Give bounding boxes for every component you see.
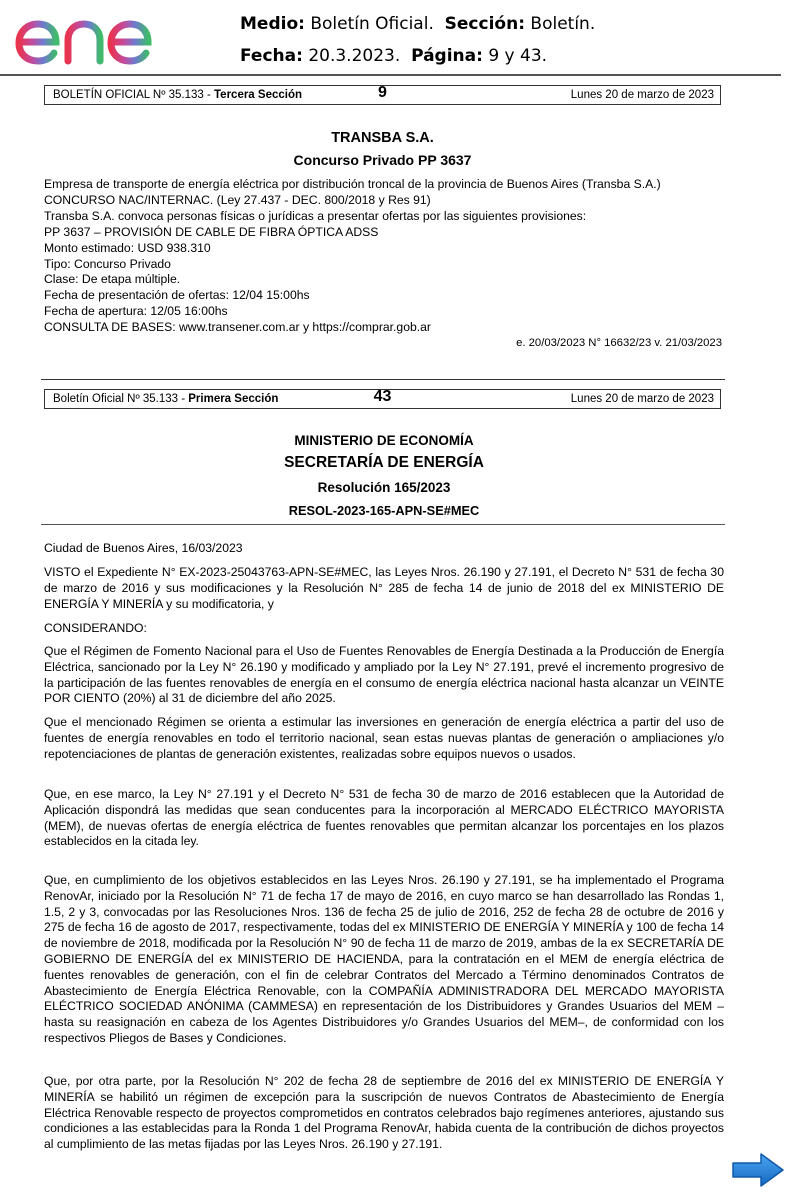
transba-line: CONSULTA DE BASES: www.transener.com.ar y https://comprar.gob.ar [44, 320, 431, 335]
section-value: Boletín. [530, 14, 596, 34]
ministry-title: MINISTERIO DE ECONOMÍA [294, 433, 474, 448]
transba-body [44, 177, 734, 336]
resolution-divider [41, 524, 725, 525]
date-label: Fecha: [240, 46, 303, 66]
section-label: Sección: [444, 14, 525, 34]
media-info [240, 8, 595, 72]
considerando-paragraph: Que el Régimen de Fomento Nacional para el Uso de Fuentes Renovables de Energía Destinada a la Producción de Energía Eléctrica, sancionado por la Ley N° 26.190 y modificado y ampliado por la Ley N° 27.191, prevé el incremento progresivo de la participación de las fuentes renovables de energía en el consumo de energía eléctrica nacional hasta alcanzar un VEINTE POR CIENTO (20%) al 31 de diciembre del año 2025. [44, 644, 724, 706]
bulletin-page-number: 9 [378, 84, 387, 101]
header-divider [0, 74, 781, 76]
bulletin-section-name: Primera Sección [188, 393, 279, 405]
resolution-number: Resolución 165/2023 [317, 480, 451, 495]
bulletin-date: Lunes 20 de marzo de 2023 [570, 393, 714, 405]
bulletin-header-page-43 [44, 389, 721, 409]
transba-title: TRANSBA S.A. [331, 130, 434, 146]
secretariat-title: SECRETARÍA DE ENERGÍA [284, 454, 484, 471]
transba-line: Clase: De etapa múltiple. [44, 272, 181, 287]
bulletin-issue-text: Boletín Oficial Nº 35.133 - [53, 393, 189, 405]
transba-line: Monto estimado: USD 938.310 [44, 240, 211, 255]
transba-line: Empresa de transporte de energía eléctrica por distribución troncal de la provincia de Buenos Aires (Transba S.A.) [44, 177, 661, 191]
considerando-paragraph: Que, en cumplimiento de los objetivos establecidos en las Leyes Nros. 26.190 y 27.191, se ha implementado el Programa RenovAr, iniciado por la Resolución N° 71 de fecha 17 de mayo de 2016, en cuyo marco se han desarrollado las Rondas 1, 1.5, 2 y 3, convocadas por las Resoluciones Nros. 136 de fecha 25 de julio de 2016, 252 de fecha 28 de octubre de 2016 y 275 de fecha 16 de agosto de 2017, respectivamente, todas del ex MINISTERIO DE ENERGÍA Y MINERÍA y 100 de fecha 14 de noviembre de 2018, modificada por la Resolución N° 90 de fecha 11 de marzo de 2019, ambas de la ex SECRETARÍA DE GOBIERNO DE ENERGÍA del ex MINISTERIO DE HACIENDA, para la contratación en el MEM de energía eléctrica de fuentes renovables de generación, con el fin de celebrar Contratos del Mercado a Término denominados Contratos de Abastecimiento de Energía Eléctrica Renovable, con la COMPAÑÍA ADMINISTRADORA DEL MERCADO MAYORISTA ELÉCTRICO SOCIEDAD ANÓNIMA (CAMMESA) en representación de los Distribuidores y Grandes Usuarios del MEM –hasta su reasignación en cabeza de los Agentes Distribuidores y/o Grandes Usuarios del MEM–, de conformidad con los respectivos Pliegos de Bases y Condiciones. [44, 873, 724, 1045]
city-date: Ciudad de Buenos Aires, 16/03/2023 [44, 541, 243, 555]
bulletin-issue-text: BOLETÍN OFICIAL Nº 35.133 - [53, 89, 214, 101]
transba-line: Fecha de presentación de ofertas: 12/04 15:00hs [44, 288, 310, 303]
transba-subtitle: Concurso Privado PP 3637 [293, 152, 472, 168]
page-label: Página: [411, 46, 483, 66]
considerando-paragraph: Que el mencionado Régimen se orienta a estimular las inversiones en generación de energía eléctrica a partir del uso de fuentes de energía renovables en todo el territorio nacional, sean estas nuevas plantas de generación o ampliaciones y/o repotenciaciones de plantas de generación existentes, realizadas sobre equipos nuevos o usados. [44, 715, 724, 761]
transba-line: CONCURSO NAC/INTERNAC. (Ley 27.437 - DEC. 800/2018 y Res 91) [44, 192, 431, 207]
transba-line: Transba S.A. convoca personas físicas o jurídicas a presentar ofertas por las siguientes provisiones: [44, 208, 587, 223]
date-line [240, 40, 595, 72]
section-divider [41, 379, 725, 380]
date-value: 20.3.2023. [308, 46, 401, 66]
visto-paragraph: VISTO el Expediente N° EX-2023-25043763-APN-SE#MEC, las Leyes Nros. 26.190 y 27.191, el Decreto N° 531 de fecha 30 de marzo de 2016 y sus modificaciones y la Resolución N° 285 de fecha 14 de junio de 2018 del ex MINISTERIO DE ENERGÍA Y MINERÍA y su modificatoria, y [44, 565, 724, 611]
bulletin-date: Lunes 20 de marzo de 2023 [570, 89, 714, 101]
considerando-paragraph: Que, por otra parte, por la Resolución N° 202 de fecha 28 de septiembre de 2016 del ex MINISTERIO DE ENERGÍA Y MINERÍA se habilitó un régimen de excepción para la suscripción de nuevos Contratos de Abastecimiento de Energía Eléctrica Renovable respecto de proyectos comprometidos en contratos celebrados bajo regímenes anteriores, ajustando sus condiciones a las establecidas para la Ronda 1 del Programa RenovAr, habida cuenta de la contribución de dichos proyectos al cumplimiento de las metas fijadas por las Leyes Nros. 26.190 y 27.191. [44, 1074, 724, 1152]
bulletin-section-name: Tercera Sección [214, 89, 303, 101]
transba-reference: e. 20/03/2023 N° 16632/23 v. 21/03/2023 [516, 337, 722, 349]
arrow-right-icon[interactable] [731, 1152, 785, 1188]
media-label: Medio: [240, 14, 305, 34]
bulletin-page-number: 43 [373, 388, 392, 405]
enel-logo [14, 4, 182, 66]
transba-line: Fecha de apertura: 12/05 16:00hs [44, 304, 228, 319]
page-value: 9 y 43. [488, 46, 548, 66]
transba-line: PP 3637 – PROVISIÓN DE CABLE DE FIBRA ÓPTICA ADSS [44, 224, 379, 239]
considerando-heading: CONSIDERANDO: [44, 621, 147, 635]
media-value: Boletín Oficial. [310, 14, 434, 34]
media-line [240, 8, 595, 40]
considerando-paragraph: Que, en ese marco, la Ley N° 27.191 y el Decreto N° 531 de fecha 30 de marzo de 2016 establecen que la Autoridad de Aplicación dispondrá las medidas que sean conducentes para la incorporación al MERCADO ELÉCTRICO MAYORISTA (MEM), de nuevas ofertas de energía eléctrica de fuentes renovables que permitan alcanzar los porcentajes en los plazos establecidos en la citada ley. [44, 787, 724, 849]
resolution-code: RESOL-2023-165-APN-SE#MEC [288, 503, 480, 518]
bulletin-header-page-9 [44, 85, 721, 105]
transba-line: Tipo: Concurso Privado [44, 256, 171, 271]
